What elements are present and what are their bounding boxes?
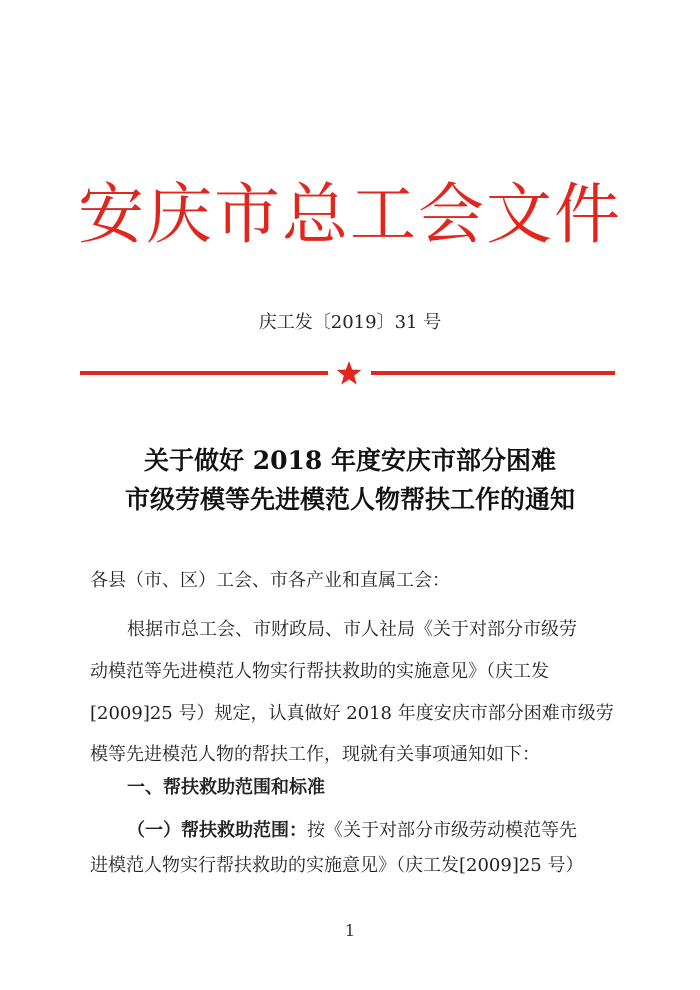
subsection-1-line-2: 进模范人物实行帮扶救助的实施意见》（庆工发[2009]25 号） [90,855,584,876]
paragraph-1-line-3: [2009]25 号）规定，认真做好 2018 年度安庆市部分困难市级劳 [90,703,614,724]
header-divider-right [371,371,615,375]
page-number: 1 [344,921,356,940]
notice-title-line1: 关于做好 2018 年度安庆市部分困难 [144,446,556,475]
star-icon [336,360,362,386]
subsection-1-text: 按《关于对部分市级劳动模范等先 [307,820,577,841]
subsection-1-line-1 [127,817,577,845]
section-1-heading: 一、帮扶救助范围和标准 [127,777,325,798]
header-divider-left [80,371,328,375]
document-header-title: 安庆市总工会文件 [78,176,622,253]
notice-title-line2: 市级劳模等先进模范人物帮扶工作的通知 [124,485,575,514]
paragraph-1-line-2: 动模范等先进模范人物实行帮扶救助的实施意见》（庆工发 [90,661,549,682]
paragraph-1-line-1: 根据市总工会、市财政局、市人社局《关于对部分市级劳 [127,619,577,640]
document-number: 庆工发〔2019〕31 号 [258,312,442,333]
paragraph-1-line-4: 模等先进模范人物的帮扶工作，现就有关事项通知如下： [90,744,540,765]
subsection-1-label: （一）帮扶救助范围： [127,820,307,841]
salutation: 各县（市、区）工会、市各产业和直属工会： [90,570,450,591]
